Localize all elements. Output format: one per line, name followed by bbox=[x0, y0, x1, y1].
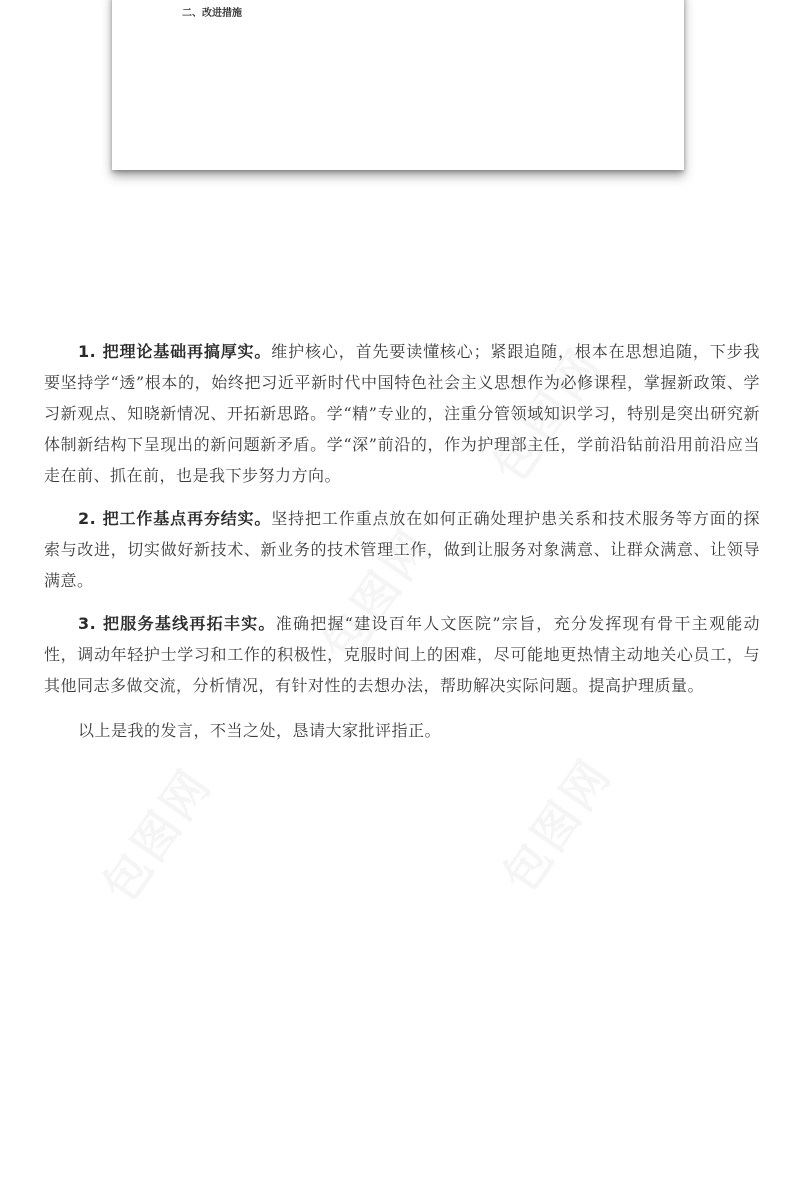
document-body bbox=[44, 336, 760, 758]
paragraph-2-lead: 2. 把工作基点再夯结实。 bbox=[78, 509, 272, 528]
watermark: 包图网 bbox=[312, 517, 443, 672]
paragraph-1-text: 维护核心，首先要读懂核心；紧跟追随，根本在思想追随，下步我要坚持学“透”根本的，始终把习近平新时代中国特色社会主义思想作为必修课程，掌握新政策、学习新观点、知晓新情况、开拓新思路。学“精”专业的，注重分管领域知识学习，特别是突出研究新体制新结构下呈现出的新问题新矛盾。学“深”前沿的，作为护理部主任，学前沿钻前沿用前沿应当走在前、抓在前，也是我下步努力方向。 bbox=[44, 342, 760, 485]
paragraph-3-text: 准确把握“建设百年人文医院”宗旨，充分发挥现有骨干主观能动性，调动年轻护士学习和工作的积极性，克服时间上的困难，尽可能地更热情主动地关心员工，与其他同志多做交流，分析情况，有针对性的去想办法，帮助解决实际问题。提高护理质量。 bbox=[44, 614, 760, 695]
document-preview-card bbox=[112, 0, 684, 170]
paragraph-1 bbox=[44, 336, 760, 491]
paragraph-1-lead: 1. 把理论基础再搞厚实。 bbox=[78, 342, 272, 361]
watermark: 包图网 bbox=[92, 757, 223, 912]
paragraph-2 bbox=[44, 503, 760, 596]
preview-section-heading: 二、改进措施 bbox=[182, 8, 242, 19]
closing-remark: 以上是我的发言，不当之处，恳请大家批评指正。 bbox=[78, 721, 442, 740]
watermark: 包图网 bbox=[482, 337, 613, 492]
paragraph-3-lead: 3. 把服务基线再拓丰实。 bbox=[78, 614, 276, 633]
paragraph-2-text: 坚持把工作重点放在如何正确处理护患关系和技术服务等方面的探索与改进，切实做好新技术、新业务的技术管理工作，做到让服务对象满意、让群众满意、让领导满意。 bbox=[44, 509, 760, 590]
watermark: 包图网 bbox=[492, 747, 623, 902]
paragraph-3 bbox=[44, 608, 760, 701]
